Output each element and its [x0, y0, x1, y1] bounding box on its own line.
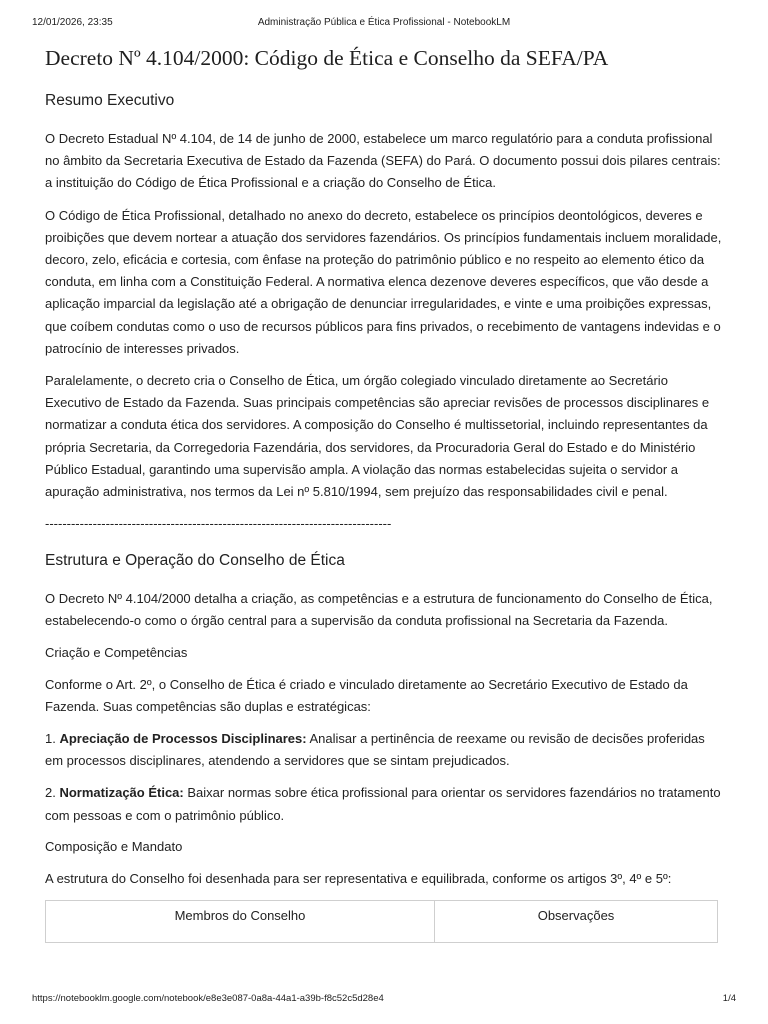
print-header — [32, 17, 736, 31]
composition-text: A estrutura do Conselho foi desenhada para ser representativa e equilibrada, conforme os artigos 3º, 4º e 5º: — [45, 870, 672, 886]
summary-paragraph: O Código de Ética Profissional, detalhado no anexo do decreto, estabelece os princípios deontológicos, deveres e proibições que devem nortear a atuação dos servidores fazendários. Os princípios fundamentais incluem moralidade, decoro, zelo, eficácia e cortesia, com ênfase na proteção do patrimônio público e no respeito ao elemento ético da conduta, em linha com a Constituição Federal. A normativa elenca dezenove deveres específicos, que vão desde a aplicação imparcial da legislação até a obrigação de denunciar irregularidades, e vinte e uma proibições expressas, que coíbem condutas como o uso de recursos públicos para fins privados, o recebimento de vantagens indevidas e o patrocínio de interesses privados. — [45, 207, 722, 356]
document-content — [45, 44, 723, 943]
composition-heading: Composição e Mandato — [45, 838, 183, 854]
summary-heading: Resumo Executivo — [45, 92, 175, 109]
competency-label: Normatização Ética: — [59, 785, 184, 801]
print-url: https://notebooklm.google.com/notebook/e8e3e087-0a8a-44a1-a39b-f8c52c5d28e4 — [32, 993, 384, 1004]
council-members-table — [45, 900, 718, 943]
competency-text: Baixar normas sobre ética profissional para orientar os servidores fazendários no tratamento com pessoas e com o patrimônio público. — [45, 785, 721, 823]
print-footer — [32, 993, 736, 1007]
print-page-title: Administração Pública e Ética Profissional - NotebookLM — [257, 17, 511, 28]
competency-item — [45, 782, 723, 826]
members-column-header: Membros do Conselho — [46, 901, 435, 943]
document-title: Decreto Nº 4.104/2000: Código de Ética e Conselho da SEFA/PA — [45, 46, 609, 70]
section-divider: -------------------------------------------------------------------------------- — [45, 516, 392, 532]
summary-paragraph: O Decreto Estadual Nº 4.104, de 14 de junho de 2000, estabelece um marco regulatório para a conduta profissional no âmbito da Secretaria Executiva de Estado da Fazenda (SEFA) do Pará. O documento possui dois pilares centrais: a instituição do Código de Ética Profissional e a criação do Conselho de Ética. — [45, 131, 721, 191]
observations-column-header: Observações — [435, 901, 718, 943]
structure-intro: O Decreto Nº 4.104/2000 detalha a criação, as competências e a estrutura de funcionamento do Conselho de Ética, estabelecendo-o como o órgão central para a supervisão da conduta profissional na Secretaria da Fazenda. — [45, 591, 713, 629]
competency-text: Analisar a pertinência de reexame ou revisão de decisões proferidas em processos disciplinares, atendendo a servidores que se sintam prejudicados. — [45, 731, 705, 769]
table-header-row — [46, 901, 718, 943]
competency-item — [45, 728, 723, 772]
print-page-number: 1/4 — [722, 993, 736, 1004]
summary-paragraph: Paralelamente, o decreto cria o Conselho de Ética, um órgão colegiado vinculado diretamente ao Secretário Executivo de Estado da Fazenda. Suas principais competências são apreciar revisões de processos disciplinares e normatizar a conduta ética dos servidores. A composição do Conselho é multissetorial, incluindo representantes da própria Secretaria, da Corregedoria Fazendária, dos servidores, da Procuradoria Geral do Estado e do Ministério Público Estadual, garantindo uma supervisão ampla. A violação das normas estabelecidas sujeita o servidor a apuração administrativa, nos termos da Lei nº 5.810/1994, sem prejuízo das responsabilidades civil e penal. — [45, 373, 710, 500]
print-datetime: 12/01/2026, 23:35 — [32, 17, 113, 28]
competency-number: 2. — [45, 785, 56, 801]
creation-text: Conforme o Art. 2º, o Conselho de Ética é criado e vinculado diretamente ao Secretário Executivo de Estado da Fazenda. Suas competências são duplas e estratégicas: — [45, 676, 688, 714]
structure-heading: Estrutura e Operação do Conselho de Ética — [45, 552, 345, 570]
creation-heading: Criação e Competências — [45, 644, 188, 660]
competency-number: 1. — [45, 731, 56, 747]
competency-label: Apreciação de Processos Disciplinares: — [59, 731, 307, 747]
